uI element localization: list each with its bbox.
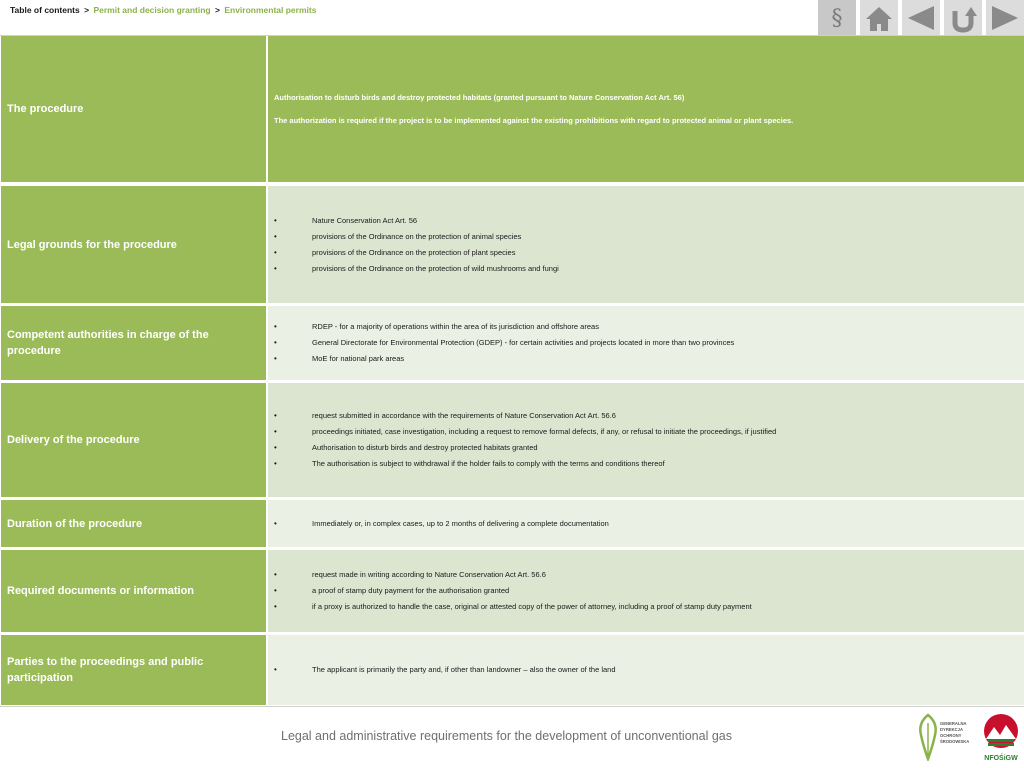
list-item: • provisions of the Ordinance on the protection of animal species bbox=[268, 229, 1024, 245]
return-button[interactable] bbox=[944, 0, 982, 36]
return-icon bbox=[948, 3, 978, 33]
list-item: • Authorisation to disturb birds and destroy protected habitats granted bbox=[268, 440, 1024, 456]
row-label: Competent authorities in charge of the procedure bbox=[0, 306, 268, 380]
list-item: • a proof of stamp duty payment for the authorisation granted bbox=[268, 583, 1024, 599]
list-item: • Nature Conservation Act Art. 56 bbox=[268, 213, 1024, 229]
breadcrumb-permit-link[interactable]: Permit and decision granting bbox=[93, 5, 211, 15]
list-item: • The authorisation is subject to withdrawal if the holder fails to comply with the terms and conditions thereof bbox=[268, 456, 1024, 472]
home-icon bbox=[864, 4, 894, 32]
row-label: Delivery of the procedure bbox=[0, 383, 268, 497]
forward-button[interactable] bbox=[986, 0, 1024, 36]
list-item: • RDEP - for a majority of operations within the area of its jurisdiction and offshore areas bbox=[268, 319, 1024, 335]
list-item: • request submitted in accordance with the requirements of Nature Conservation Act Art. 56.6 bbox=[268, 408, 1024, 424]
footer-divider bbox=[0, 706, 1024, 707]
procedure-title: Authorisation to disturb birds and destroy protected habitats (granted pursuant to Nature Conservation Act Art. 56) bbox=[274, 93, 685, 102]
breadcrumb-root-link[interactable]: Table of contents bbox=[10, 5, 80, 15]
list-item: • provisions of the Ordinance on the protection of plant species bbox=[268, 245, 1024, 261]
svg-text:ŚRODOWISKA: ŚRODOWISKA bbox=[940, 739, 970, 744]
list-item: • Immediately or, in complex cases, up to 2 months of delivering a complete documentation bbox=[268, 516, 1024, 532]
row-parties bbox=[0, 635, 1024, 708]
section-button[interactable] bbox=[818, 0, 856, 36]
footer-title: Legal and administrative requirements for the development of unconventional gas bbox=[281, 729, 732, 743]
row-content bbox=[268, 383, 1024, 497]
row-label: Required documents or information bbox=[0, 550, 268, 632]
list-item: • if a proxy is authorized to handle the case, original or attested copy of the power of attorney, including a proof of stamp duty payment bbox=[268, 599, 1024, 615]
breadcrumb bbox=[10, 5, 316, 15]
row-duration bbox=[0, 500, 1024, 550]
row-documents bbox=[0, 550, 1024, 635]
breadcrumb-separator: > bbox=[84, 5, 90, 15]
row-label: Legal grounds for the procedure bbox=[0, 186, 268, 303]
back-button[interactable] bbox=[902, 0, 940, 36]
svg-text:DYREKCJA: DYREKCJA bbox=[940, 727, 964, 732]
top-navigation bbox=[818, 0, 1024, 36]
forward-arrow-icon bbox=[990, 4, 1020, 32]
row-content bbox=[268, 36, 1024, 182]
procedure-table bbox=[0, 36, 1024, 708]
breadcrumb-separator: > bbox=[214, 5, 220, 15]
list-item: • General Directorate for Environmental Protection (GDEP) - for certain activities and projects located in more than two provinces bbox=[268, 335, 1024, 351]
row-legal-grounds bbox=[0, 186, 1024, 306]
svg-text:GENERALNA: GENERALNA bbox=[940, 721, 967, 726]
section-icon: § bbox=[831, 5, 843, 31]
list-item: • provisions of the Ordinance on the protection of wild mushrooms and fungi bbox=[268, 261, 1024, 277]
row-label: The procedure bbox=[0, 36, 268, 182]
row-content bbox=[268, 306, 1024, 380]
list-item: • proceedings initiated, case investigation, including a request to remove formal defects, if any, or refusal to initiate the proceedings, if justified bbox=[268, 424, 1024, 440]
svg-text:OCHRONY: OCHRONY bbox=[940, 733, 962, 738]
row-content bbox=[268, 635, 1024, 705]
row-procedure bbox=[0, 36, 1024, 186]
nfosigw-logo bbox=[980, 713, 1022, 763]
list-item: • request made in writing according to Nature Conservation Act Art. 56.6 bbox=[268, 567, 1024, 583]
row-authorities bbox=[0, 306, 1024, 383]
list-item: • The applicant is primarily the party and, if other than landowner – also the owner of the land bbox=[268, 662, 1024, 678]
breadcrumb-environmental-link[interactable]: Environmental permits bbox=[224, 5, 317, 15]
svg-text:NFOŚiGW: NFOŚiGW bbox=[984, 755, 1018, 762]
row-delivery bbox=[0, 383, 1024, 500]
row-content bbox=[268, 500, 1024, 547]
row-content bbox=[268, 186, 1024, 303]
row-content bbox=[268, 550, 1024, 632]
home-button[interactable] bbox=[860, 0, 898, 36]
row-label: Duration of the procedure bbox=[0, 500, 268, 547]
procedure-description: The authorization is required if the project is to be implemented against the existing prohibitions with regard to protected animal or plant species. bbox=[274, 116, 794, 125]
row-label: Parties to the proceedings and public participation bbox=[0, 635, 268, 705]
back-arrow-icon bbox=[906, 4, 936, 32]
gdos-logo bbox=[916, 713, 976, 761]
list-item: • MoE for national park areas bbox=[268, 351, 1024, 367]
